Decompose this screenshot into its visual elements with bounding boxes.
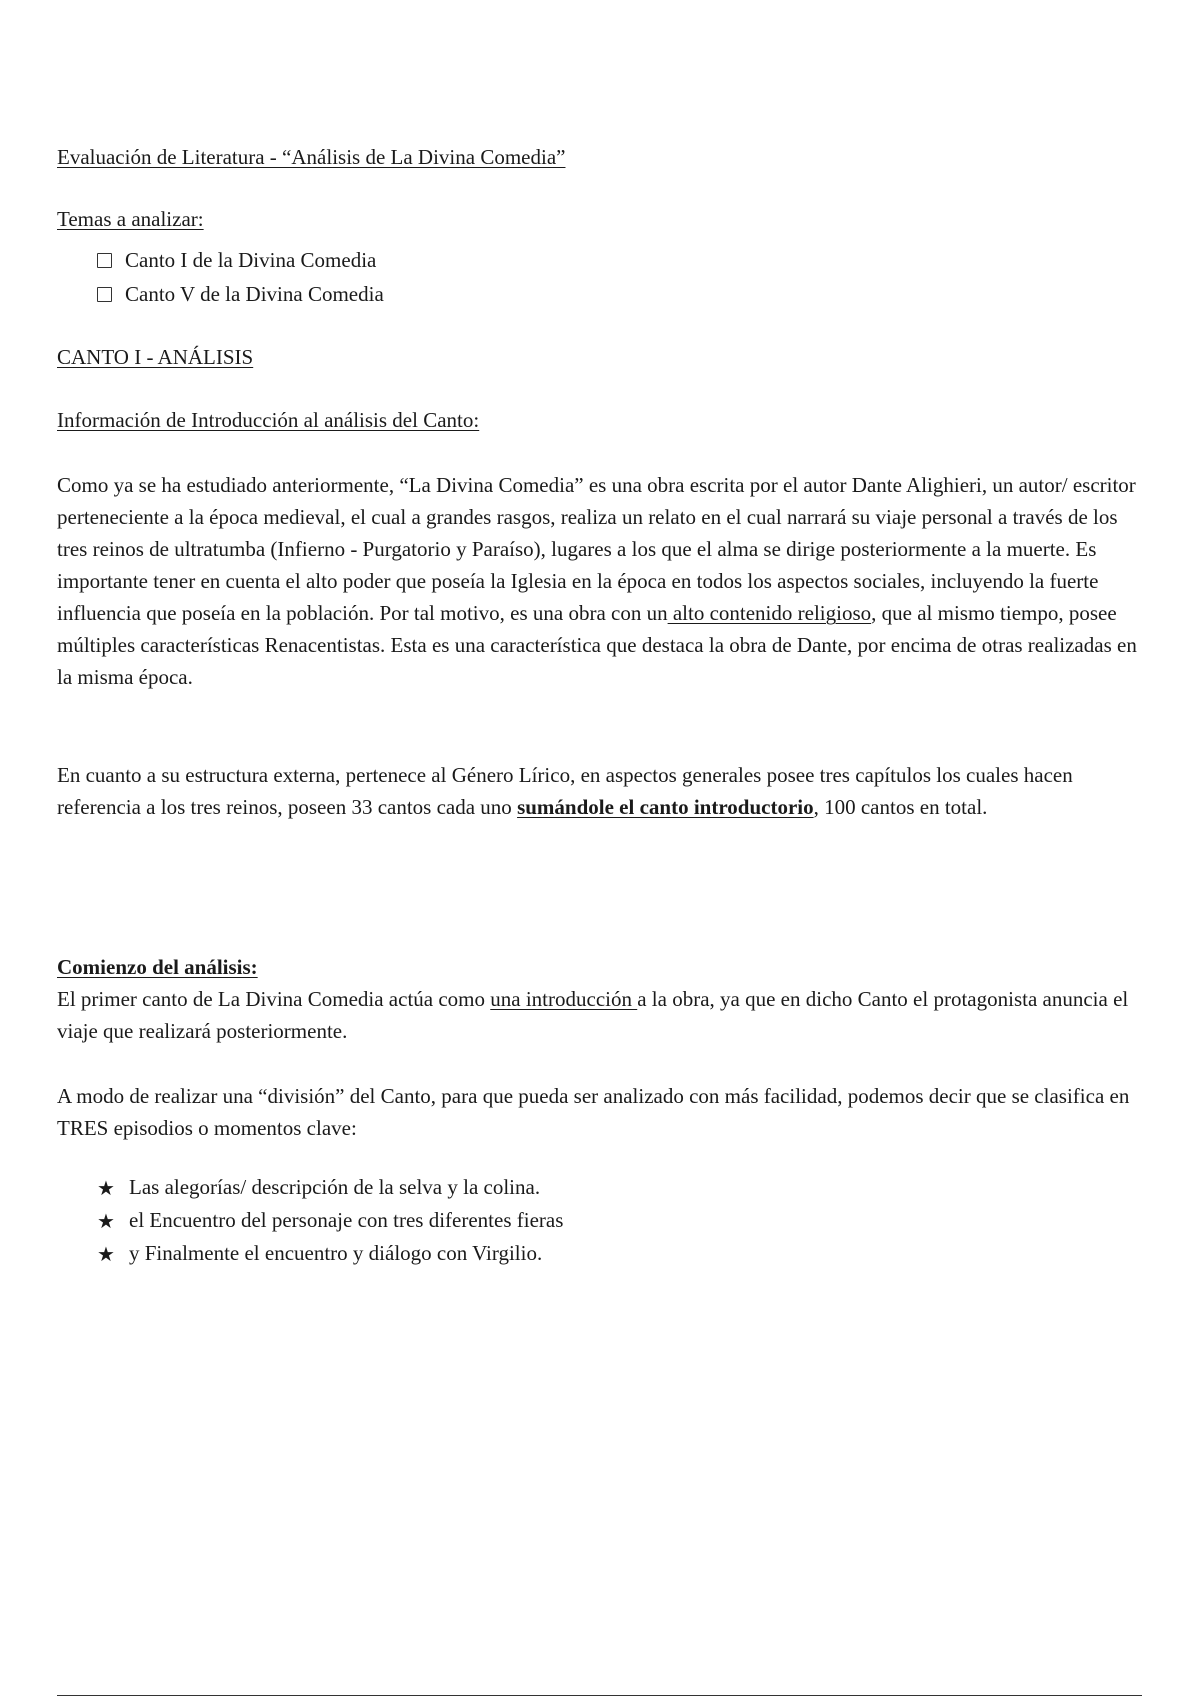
document-title [57, 145, 565, 170]
paragraph-text [57, 469, 1142, 693]
comienzo-section [57, 951, 1142, 1047]
comienzo-heading-text: Comienzo del análisis: [57, 955, 258, 979]
intro-heading-text: Información de Introducción al análisis del Canto: [57, 408, 480, 432]
list-item [97, 1237, 563, 1270]
episodes-list [97, 1171, 563, 1270]
list-item [97, 1204, 563, 1237]
page-bottom-rule [57, 1695, 1142, 1696]
paragraph-text [57, 759, 1142, 823]
structure-paragraph [57, 759, 1142, 823]
paragraph-segment: En cuanto a su estructura externa, pertenece al Género Lírico, en aspectos generales posee tres capítulos los cuales hacen referencia a los tres reinos, poseen 33 cantos cada uno [57, 763, 1073, 819]
canto-heading [57, 345, 253, 370]
topics-checklist [97, 243, 384, 311]
star-icon: ★ [97, 1175, 115, 1200]
intro-paragraph [57, 469, 1142, 693]
title-text: Evaluación de Literatura - “Análisis de La Divina Comedia” [57, 145, 566, 169]
paragraph-segment: , 100 cantos en total. [813, 795, 988, 819]
paragraph-underlined-segment: una introducción [490, 987, 638, 1011]
intro-heading [57, 408, 479, 433]
paragraph-bold-underlined-segment: sumándole el canto introductorio [517, 795, 814, 819]
canto-heading-text: CANTO I - ANÁLISIS [57, 345, 254, 369]
list-item-label: y Finalmente el encuentro y diálogo con Virgilio. [129, 1241, 543, 1265]
division-paragraph [57, 1080, 1142, 1144]
checklist-item [97, 243, 384, 277]
paragraph-text [57, 983, 1142, 1047]
paragraph-segment: Como ya se ha estudiado anteriormente, “La Divina Comedia” es una obra escrita por el autor Dante Alighieri, un autor/ escritor perteneciente a la época medieval, el cual a grandes rasgos, realiza un relato en el cual narrará su viaje personal a través de los tres reinos de ultratumba (Infierno - Purgatorio y Paraíso), lugares a los que el alma se dirige posteriormente a la muerte. Es importante tener en cuenta el alto poder que poseía la Iglesia en la época en todos los aspectos sociales, incluyendo la fuerte influencia que poseía en la población. Por tal motivo, es una obra con un [57, 473, 1136, 625]
checklist-item-label: Canto I de la Divina Comedia [125, 247, 377, 272]
list-item [97, 1171, 563, 1204]
checkbox-icon[interactable] [97, 253, 112, 268]
comienzo-heading [57, 951, 1142, 983]
checklist-item [97, 277, 384, 311]
star-icon: ★ [97, 1208, 115, 1233]
document-page [57, 0, 1147, 1700]
topics-label-text: Temas a analizar: [57, 207, 204, 231]
paragraph-text: A modo de realizar una “división” del Canto, para que pueda ser analizado con más facilidad, podemos decir que se clasifica en TRES episodios o momentos clave: [57, 1084, 1130, 1140]
checklist-item-label: Canto V de la Divina Comedia [125, 281, 384, 306]
checkbox-icon[interactable] [97, 287, 112, 302]
paragraph-segment: , que al mismo tiempo, posee múltiples características Renacentistas. Esta es una característica que destaca la obra de Dante, por encima de otras realizadas en la misma época. [57, 601, 1137, 689]
star-icon: ★ [97, 1241, 115, 1266]
paragraph-segment: a la obra, ya que en dicho Canto el protagonista anuncia el viaje que realizará posteriormente. [57, 987, 1129, 1043]
list-item-label: el Encuentro del personaje con tres diferentes fieras [129, 1208, 564, 1232]
list-item-label: Las alegorías/ descripción de la selva y la colina. [129, 1175, 541, 1199]
paragraph-underlined-segment: alto contenido religioso [667, 601, 872, 625]
topics-label [57, 207, 204, 232]
paragraph-segment: El primer canto de La Divina Comedia actúa como [57, 987, 491, 1011]
